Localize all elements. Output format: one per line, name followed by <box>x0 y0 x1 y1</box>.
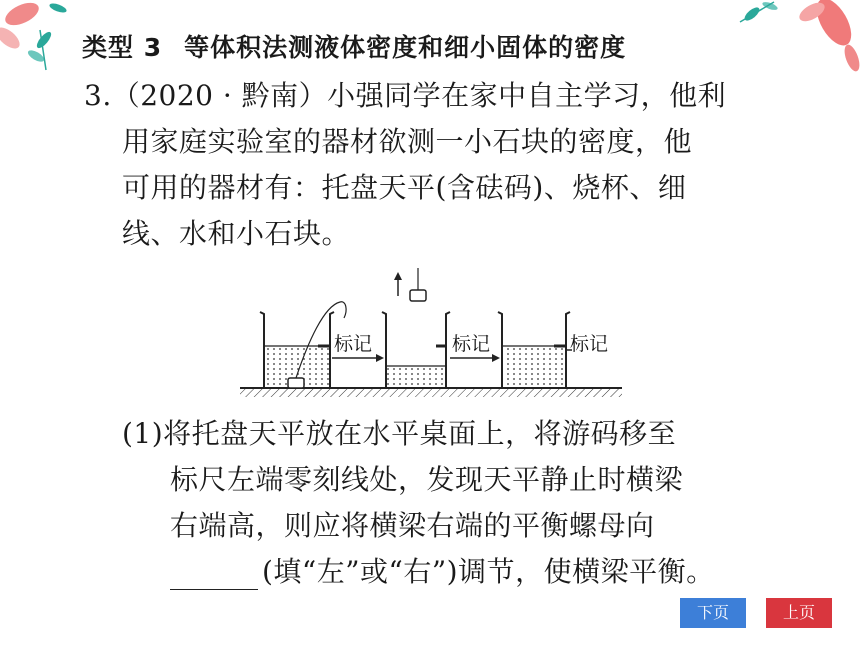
leaf-decoration-top-left <box>0 0 90 80</box>
mark-label: 标记 <box>334 333 373 355</box>
part1-line: 右端高，则应将横梁右端的平衡螺母向 <box>170 509 655 542</box>
prev-page-button[interactable]: 上页 <box>766 598 832 628</box>
question-line: 可用的器材有：托盘天平(含砝码)、烧杯、细 <box>122 171 687 204</box>
part1-tail-text: (填“左”或“右”)调节，使横梁平衡。 <box>262 555 715 588</box>
question-line: 3.（2020 · 黔南）小强同学在家中自主学习，他利 <box>84 79 727 112</box>
part1-last-line <box>170 554 715 590</box>
part1-line: 标尺左端零刻线处，发现天平静止时横梁 <box>170 463 684 496</box>
beaker-refilled <box>498 312 570 388</box>
mark-label: 标记 <box>570 333 609 355</box>
next-page-button[interactable]: 下页 <box>680 598 746 628</box>
beaker-stone-removed <box>382 268 450 388</box>
section-heading <box>82 28 782 64</box>
answer-blank[interactable] <box>170 559 258 590</box>
section-title: 等体积法测液体密度和细小固体的密度 <box>184 33 627 62</box>
part1-line: (1)将托盘天平放在水平桌面上，将游码移至 <box>122 417 677 450</box>
question-line: 用家庭实验室的器材欲测一小石块的密度，他 <box>122 125 693 158</box>
type-label: 类型 3 <box>82 33 163 62</box>
experiment-figure <box>236 262 626 402</box>
mark-label: 标记 <box>452 333 491 355</box>
question-line: 线、水和小石块。 <box>122 217 351 250</box>
